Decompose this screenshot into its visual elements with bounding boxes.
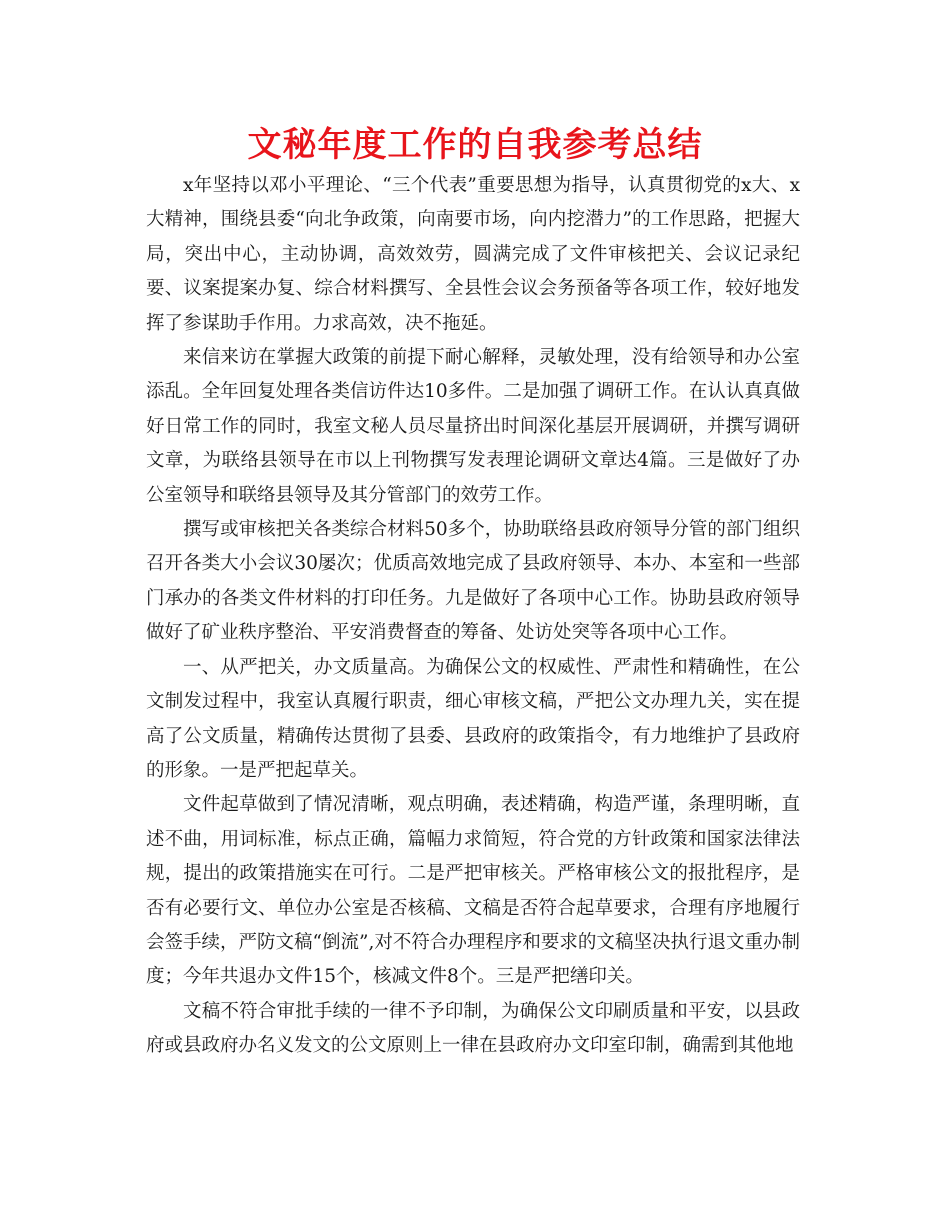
paragraph-6: 文稿不符合审批手续的一律不予印制，为确保公文印刷质量和平安，以县政府或县政府办名义发文的公文原则上一律在县政府办文印室印制，确需到其他地 <box>146 1000 800 1057</box>
document-title: 文秘年度工作的自我参考总结 <box>247 125 703 165</box>
paragraph-2: 来信来访在掌握大政策的前提下耐心解释，灵敏处理，没有给领导和办公室添乱。全年回复处理各类信访件达10多件。二是加强了调研工作。在认认真真做好日常工作的同时，我室文秘人员尽量挤出时间深化基层开展调研，并撰写调研文章，为联络县领导在市以上刊物撰写发表理论调研文章达4篇。三是做好了办公室领导和联络县领导及其分管部门的效劳工作。 <box>146 347 800 506</box>
paragraph-3: 撰写或审核把关各类综合材料50多个，协助联络县政府领导分管的部门组织召开各类大小会议30屡次；优质高效地完成了县政府领导、本办、本室和一些部门承办的各类文件材料的打印任务。九是做好了各项中心工作。协助县政府领导做好了矿业秩序整治、平安消费督查的筹备、处访处突等各项中心工作。 <box>146 519 800 644</box>
paragraph-5: 文件起草做到了情况清晰，观点明确，表述精确，构造严谨，条理明晰，直述不曲，用词标准，标点正确，篇幅力求简短，符合党的方针政策和国家法律法规，提出的政策措施实在可行。二是严把审核关。严格审核公文的报批程序，是否有必要行文、单位办公室是否核稿、文稿是否符合起草要求，合理有序地履行会签手续，严防文稿“倒流”,对不符合办理程序和要求的文稿坚决执行退文重办制度；今年共退办文件15个，核减文件8个。三是严把缮印关。 <box>146 794 800 988</box>
paragraph-4: 一、从严把关，办文质量高。为确保公文的权威性、严肃性和精确性，在公文制发过程中，我室认真履行职责，细心审核文稿，严把公文办理九关，实在提高了公文质量，精确传达贯彻了县委、县政府的政策指令，有力地维护了县政府的形象。一是严把起草关。 <box>146 656 800 781</box>
paragraph-1: x年坚持以邓小平理论、“三个代表”重要思想为指导，认真贯彻党的x大、x大精神，围绕县委“向北争政策，向南要市场，向内挖潜力”的工作思路，把握大局，突出中心，主动协调，高效效劳，圆满完成了文件审核把关、会议记录纪要、议案提案办复、综合材料撰写、全县性会议会务预备等各项工作，较好地发挥了参谋助手作用。力求高效，决不拖延。 <box>146 175 800 334</box>
document-body <box>146 169 800 1064</box>
